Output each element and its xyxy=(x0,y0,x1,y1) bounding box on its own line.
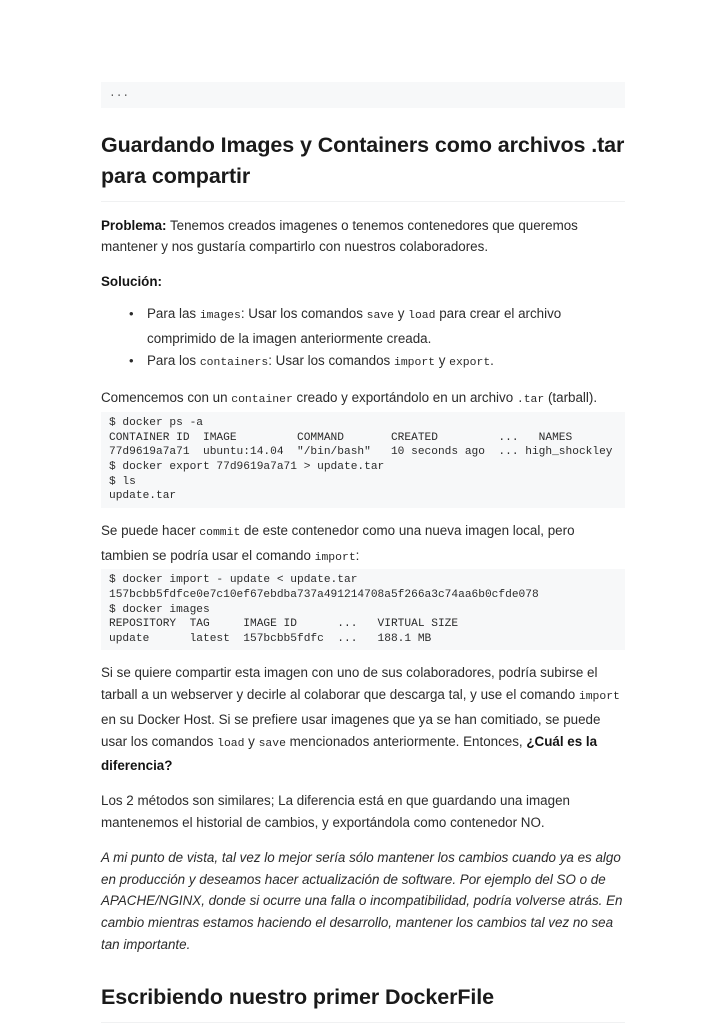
inline-code: import xyxy=(393,356,435,369)
code-line: REPOSITORY TAG IMAGE ID ... VIRTUAL SIZE xyxy=(109,618,459,631)
difference-question: ¿Cuál es la diferencia? xyxy=(101,733,598,774)
list-item xyxy=(147,350,625,375)
inline-code: save xyxy=(366,309,394,322)
problem-paragraph xyxy=(101,215,625,259)
document-content xyxy=(101,82,625,1023)
intro-text: Comencemos con un xyxy=(101,390,232,406)
share-text: en su Docker Host. Si se prefiere usar imagenes que ya se han comitiado, se puede usar los comandos xyxy=(101,711,601,749)
bullet-text: : Usar los comandos xyxy=(268,352,394,368)
bullet-text: y xyxy=(435,352,450,368)
code-line: $ ls xyxy=(109,475,136,488)
share-text: Si se quiere compartir esta imagen con uno de sus colaboradores, podría subirse el tarball a un webserver y decirle al colaborar que descarga tal, y use el comando xyxy=(101,665,598,703)
code-block-export xyxy=(101,412,625,508)
bullet-text: Para las xyxy=(147,305,200,321)
share-text: y xyxy=(244,733,259,749)
intro-text: creado y exportándolo en un archivo xyxy=(292,390,517,406)
inline-code: container xyxy=(231,394,293,407)
methods-paragraph: Los 2 métodos son similares; La diferencia está en que guardando una imagen mantenemos el historial de cambios, y exportándola como contenedor NO. xyxy=(101,793,570,831)
code-line: update.tar xyxy=(109,490,177,503)
code-line: update latest 157bcbb5fdfc ... 188.1 MB xyxy=(109,632,432,645)
bullet-text: . xyxy=(490,352,494,368)
bullet-text: y xyxy=(393,305,409,321)
intro-text: (tarball). xyxy=(544,390,598,406)
opinion-paragraph: A mi punto de vista, tal vez lo mejor sería sólo mantener los cambios cuando ya es algo en producción y deseamos hacer actualización de software. Por ejemplo del SO o de APACHE/NGINX, donde si ocurre una falla o incompatibilidad, podría volverse atrás. En cambio mientras estamos haciendo el desarrollo, mantener los cambios tal vez no sea tan importante. xyxy=(101,849,623,953)
inline-code: import xyxy=(314,551,356,564)
code-line: 157bcbb5fdfce0e7c10ef67ebdba737a491214708a5f266a3c74aa6b0cfde078 xyxy=(109,588,539,601)
section-title-dockerfile: Escribiendo nuestro primer DockerFile xyxy=(101,982,625,1023)
inline-code: images xyxy=(199,309,241,322)
share-text: mencionados anteriormente. Entonces, xyxy=(285,733,527,749)
code-line: $ docker import - update < update.tar xyxy=(109,574,358,587)
commit-text: Se puede hacer xyxy=(101,522,200,538)
inline-code: save xyxy=(258,737,286,750)
problem-label: Problema: xyxy=(101,217,167,233)
bullet-text: : Usar los comandos xyxy=(240,305,367,321)
inline-code: containers xyxy=(199,356,269,369)
code-line: $ docker ps -a xyxy=(109,417,203,430)
solution-bullet-list xyxy=(101,303,625,374)
code-line: CONTAINER ID IMAGE COMMAND CREATED ... NAMES xyxy=(109,431,573,444)
problem-text: Tenemos creados imagenes o tenemos contenedores que queremos mantener y nos gustaría compartirlo con nuestros colaboradores. xyxy=(101,217,578,255)
list-item xyxy=(147,303,625,350)
code-block-import xyxy=(101,569,625,650)
top-ellipsis-code-block xyxy=(101,82,625,108)
code-line: 77d9619a7a71 ubuntu:14.04 "/bin/bash" 10 seconds ago ... high_shockley xyxy=(109,446,613,459)
commit-paragraph xyxy=(101,520,625,570)
bullet-text: para crear el archivo comprimido de la imagen anteriormente creada. xyxy=(147,305,562,346)
code-line: $ docker images xyxy=(109,603,210,616)
page-title: Guardando Images y Containers como archivos .tar para compartir xyxy=(101,130,625,202)
inline-code: import xyxy=(578,691,620,704)
inline-code: commit xyxy=(199,526,241,539)
commit-text: de este contenedor como una nueva imagen local, pero tambien se podría usar el comando xyxy=(101,522,575,563)
solution-paragraph xyxy=(101,271,625,293)
intro-paragraph xyxy=(101,387,625,412)
commit-text: : xyxy=(355,547,360,563)
inline-code: export xyxy=(449,356,491,369)
code-line: ... xyxy=(109,88,130,100)
inline-code: .tar xyxy=(516,394,545,407)
solution-label: Solución: xyxy=(101,274,162,290)
share-paragraph xyxy=(101,662,625,777)
code-line: $ docker export 77d9619a7a71 > update.tar xyxy=(109,460,385,473)
bullet-text: Para los xyxy=(147,352,200,368)
inline-code: load xyxy=(217,737,245,750)
inline-code: load xyxy=(408,309,436,322)
